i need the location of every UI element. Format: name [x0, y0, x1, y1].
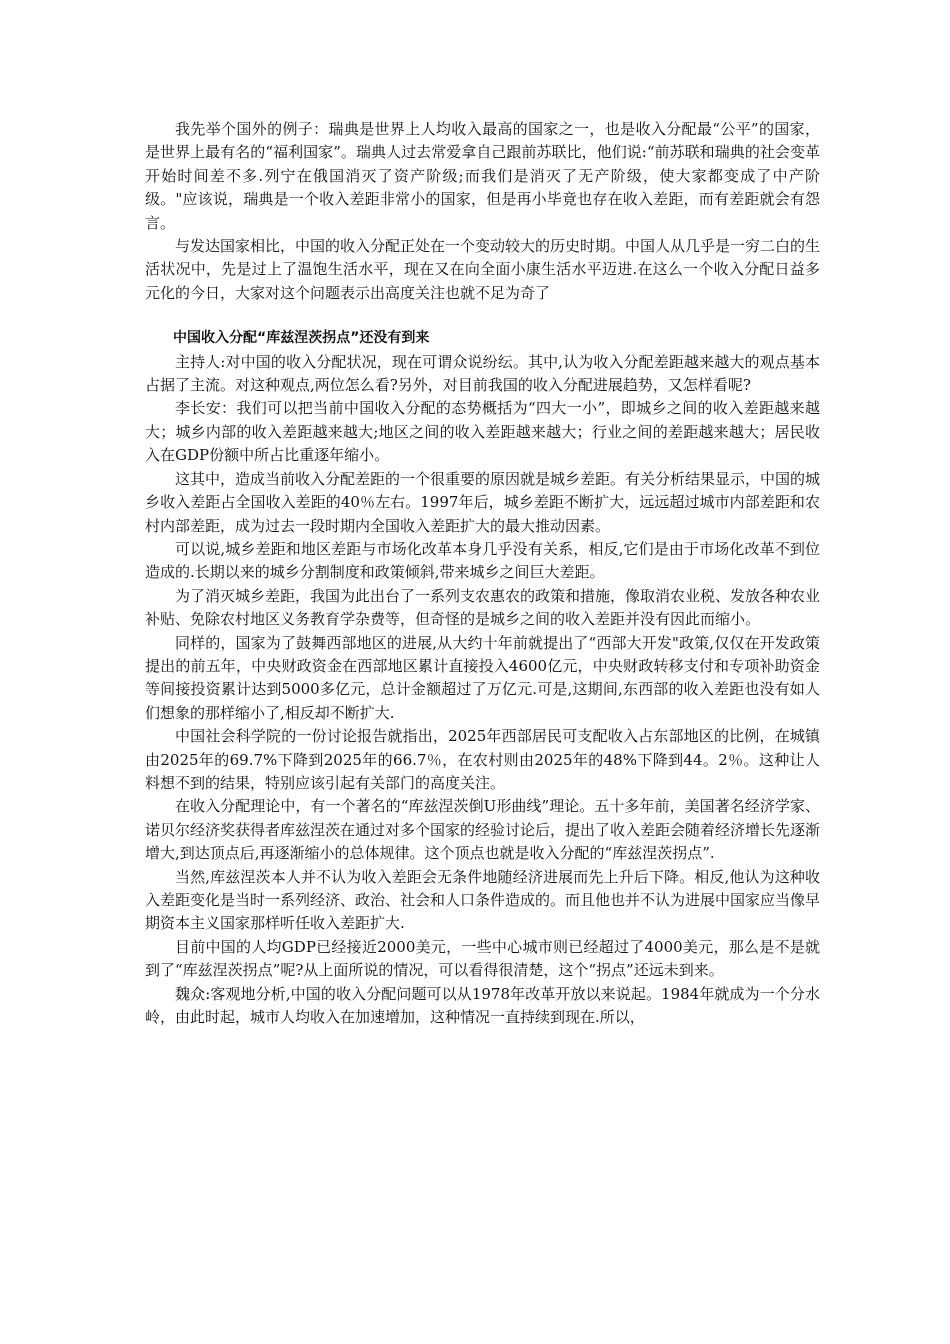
paragraph-western-development: 同样的，国家为了鼓舞西部地区的进展,从大约十年前就提出了“西部大开发"政策,仅仅在开发政策提出的前五年，中央财政资金在西部地区累计直接投入4600亿元，中央财政转移支付和专项补助资金等间接投资累计达到5000多亿元，总计金额超过了万亿元.可是,这期间,东西部的收入差距也没有如人们想象的那样缩小了,相反却不断扩大. — [145, 633, 820, 722]
paragraph-agri-policies: 为了消灭城乡差距，我国为此出台了一系列支农惠农的政策和措施，像取消农业税、发放各种农业补贴、免除农村地区义务教育学杂费等，但奇怪的是城乡之间的收入差距并没有因此而缩小。 — [145, 586, 821, 629]
paragraph-kuznets-view: 当然,库兹涅茨本人并不认为收入差距会无条件地随经济进展而先上升后下降。相反,他认为这种收入差距变化是当时一系列经济、政治、社会和人口条件造成的。而且他也并不认为进展中国家应当像早期资本主义国家那样听任收入差距扩大. — [145, 867, 821, 933]
section-spacer — [145, 305, 820, 327]
paragraph-cass-report: 中国社会科学院的一份讨论报告就指出，2025年西部居民可支配收入占东部地区的比例，在城镇由2025年的69.7%下降到2025年的66.7％，在农村则由2025年的48%下降到44。2％。这种让人料想不到的结果，特别应该引起有关部门的高度关注。 — [145, 727, 820, 792]
paragraph-gdp-turning-point: 目前中国的人均GDP已经接近2000美元，一些中心城市则已经超过了4000美元，那么是不是就到了“库兹涅茨拐点”呢?从上面所说的情况，可以看得很清楚，这个“拐点”还远未到来。 — [145, 937, 820, 980]
paragraph-urban-rural-gap: 这其中，造成当前收入分配差距的一个很重要的原因就是城乡差距。有关分析结果显示，中国的城乡收入差距占全国收入差距的40％左右。1997年后，城乡差距不断扩大，远远超过城市内部差距和农村内部差距，成为过去一段时期内全国收入差距扩大的最大推动因素。 — [145, 469, 821, 535]
paragraph-market-reform: 可以说,城乡差距和地区差距与市场化改革本身几乎没有关系，相反,它们是由于市场化改革不到位造成的.长期以来的城乡分割制度和政策倾斜,带来城乡之间巨大差距。 — [145, 539, 820, 582]
paragraph-wei-zhong: 魏众:客观地分析,中国的收入分配问题可以从1978年改革开放以来说起。1984年就成为一个分水岭，由此时起，城市人均收入在加速增加，这种情况一直持续到现在.所以， — [145, 984, 820, 1027]
paragraph-kuznets-theory: 在收入分配理论中，有一个著名的“库兹涅茨倒U形曲线”理论。五十多年前，美国著名经济学家、诺贝尔经济奖获得者库兹涅茨在通过对多个国家的经验讨论后，提出了收入差距会随着经济增长先逐渐增大,到达顶点后,再逐渐缩小的总体规律。这个顶点也就是收入分配的“库兹涅茨拐点”. — [145, 797, 821, 863]
paragraph-host-question: 主持人:对中国的收入分配状况，现在可谓众说纷纭。其中,认为收入分配差距越来越大的观点基本占据了主流。对这种观点,两位怎么看?另外，对目前我国的收入分配进展趋势，又怎样看呢? — [145, 352, 820, 395]
paragraph-sweden-example: 我先举个国外的例子：瑞典是世界上人均收入最高的国家之一，也是收入分配最“公平”的国家，是世界上最有名的“福利国家”。瑞典人过去常爱拿自己跟前苏联比，他们说:“前苏联和瑞典的社会变革开始时间差不多.列宁在俄国消灭了资产阶级;而我们是消灭了无产阶级，使大家都变成了中产阶级。"应该说，瑞典是一个收入差距非常小的国家，但是再小毕竟也存在收入差距，而有差距就会有怨言。 — [145, 120, 820, 232]
paragraph-li-changan-summary: 李长安：我们可以把当前中国收入分配的态势概括为“四大一小”，即城乡之间的收入差距越来越大；城乡内部的收入差距越来越大;地区之间的收入差距越来越大；行业之间的差距越来越大；居民收入在GDP份额中所占比重逐年缩小。 — [145, 399, 820, 465]
paragraph-china-comparison: 与发达国家相比，中国的收入分配正处在一个变动较大的历史时期。中国人从几乎是一穷二白的生活状况中，先是过上了温饱生活水平，现在又在向全面小康生活水平迈进.在这么一个收入分配日益多元化的今日，大家对这个问题表示出高度关注也就不足为奇了 — [145, 237, 821, 302]
section-heading: 中国收入分配“库兹涅茨拐点”还没有到来 — [173, 330, 430, 347]
document-page — [145, 118, 820, 1029]
